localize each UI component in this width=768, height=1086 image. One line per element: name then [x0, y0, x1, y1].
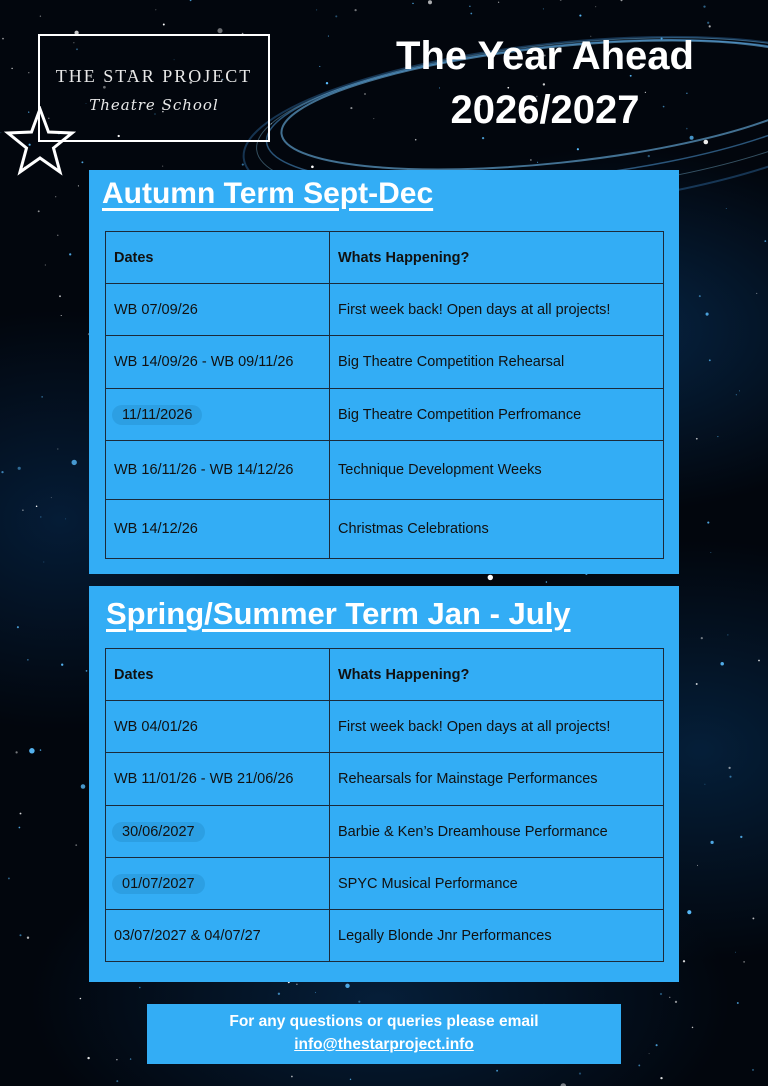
table-row [106, 753, 664, 806]
table-row [106, 441, 664, 500]
row-event: Big Theatre Competition Perfromance [330, 389, 664, 441]
row-event: Rehearsals for Mainstage Performances [330, 753, 664, 806]
spring-summer-term-panel [89, 586, 679, 982]
column-header-event: Whats Happening? [330, 232, 664, 284]
contact-footer [147, 1004, 621, 1064]
row-date: WB 11/01/26 - WB 21/06/26 [106, 753, 330, 806]
term-heading: Autumn Term Sept-Dec [102, 177, 434, 210]
row-date: WB 14/12/26 [106, 500, 330, 559]
table-row [106, 284, 664, 336]
row-date-highlight: 01/07/2027 [112, 874, 205, 894]
table-row [106, 500, 664, 559]
contact-text: For any questions or queries please email [229, 1013, 539, 1030]
page-title-year: 2026/2027 [450, 88, 640, 132]
column-header-dates: Dates [106, 232, 330, 284]
autumn-term-panel [89, 170, 679, 574]
schedule-table [105, 231, 664, 559]
table-row [106, 858, 664, 910]
row-event: SPYC Musical Performance [330, 858, 664, 910]
table-row [106, 806, 664, 858]
term-heading: Spring/Summer Term Jan - July [106, 596, 571, 631]
row-event: Barbie & Ken’s Dreamhouse Performance [330, 806, 664, 858]
logo-title: THE STAR PROJECT [55, 66, 253, 86]
table-header-row [106, 649, 664, 701]
contact-email-link[interactable]: info@thestarproject.info [294, 1036, 474, 1053]
row-event: Technique Development Weeks [330, 441, 664, 500]
logo-subtitle: Theatre School [89, 96, 219, 114]
table-row [106, 389, 664, 441]
row-date: WB 04/01/26 [106, 701, 330, 753]
column-header-event: Whats Happening? [330, 649, 664, 701]
row-date: WB 07/09/26 [106, 284, 330, 336]
row-event: Big Theatre Competition Rehearsal [330, 336, 664, 389]
table-row [106, 701, 664, 753]
row-date: WB 16/11/26 - WB 14/12/26 [106, 441, 330, 500]
table-row [106, 910, 664, 962]
table-row [106, 336, 664, 389]
table-header-row [106, 232, 664, 284]
column-header-dates: Dates [106, 649, 330, 701]
schedule-table [105, 648, 664, 962]
row-event: Legally Blonde Jnr Performances [330, 910, 664, 962]
row-date: WB 14/09/26 - WB 09/11/26 [106, 336, 330, 389]
row-date-highlight: 30/06/2027 [112, 822, 205, 842]
row-event: First week back! Open days at all projects! [330, 284, 664, 336]
star-outline-icon [4, 106, 76, 178]
row-date-highlight: 11/11/2026 [112, 405, 202, 425]
row-event: Christmas Celebrations [330, 500, 664, 559]
row-date: 03/07/2027 & 04/07/27 [106, 910, 330, 962]
page-title: The Year Ahead [396, 34, 694, 78]
row-event: First week back! Open days at all projects! [330, 701, 664, 753]
